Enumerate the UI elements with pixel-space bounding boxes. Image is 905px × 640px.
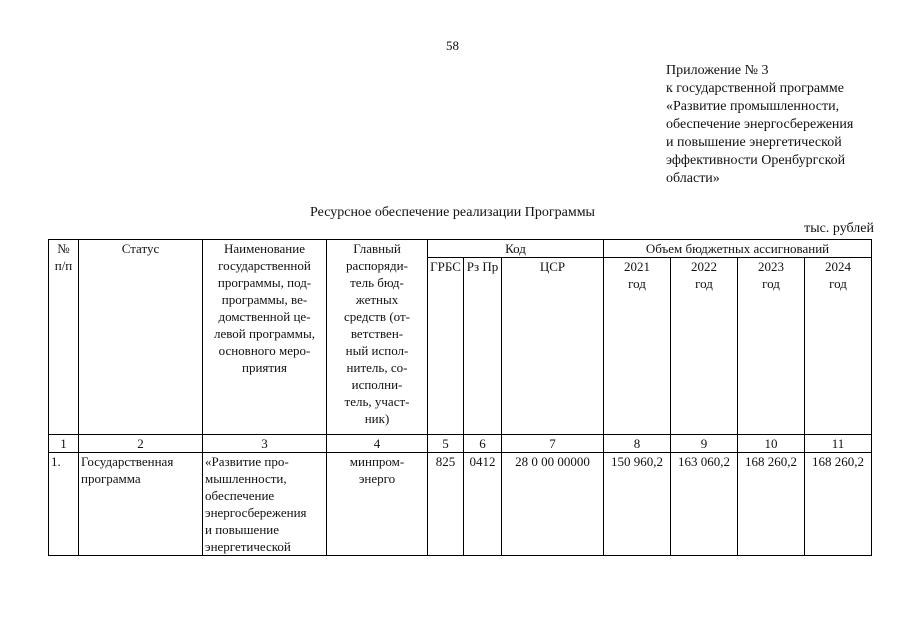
row-csr: 28 0 00 00000	[502, 453, 604, 556]
header-name-line: домственной це-	[218, 309, 311, 324]
header-name	[203, 240, 327, 435]
header-year-unit: год	[695, 276, 713, 291]
column-number: 8	[604, 435, 671, 453]
row-name	[203, 453, 327, 556]
appendix-line: области»	[666, 171, 720, 186]
header-name-line: программы, ве-	[221, 292, 308, 307]
row-grbs: 825	[428, 453, 464, 556]
header-rzpr: Рз Пр	[464, 258, 502, 435]
row-amount-2022: 163 060,2	[671, 453, 738, 556]
header-grbs: ГРБС	[428, 258, 464, 435]
row-admin-line: минпром-	[349, 454, 405, 469]
appendix-caption	[666, 62, 896, 188]
header-name-line: государственной	[218, 258, 311, 273]
header-year-2024	[805, 258, 872, 435]
header-admin	[327, 240, 428, 435]
column-number: 4	[327, 435, 428, 453]
header-name-line: приятия	[241, 360, 287, 375]
row-admin	[327, 453, 428, 556]
column-number: 11	[805, 435, 872, 453]
row-name-line: энергетической	[205, 539, 291, 554]
row-name-line: энергосбережения	[205, 505, 307, 520]
header-admin-line: ветствен-	[350, 326, 404, 341]
column-number: 7	[502, 435, 604, 453]
appendix-line: к государственной программе	[666, 81, 844, 96]
header-status: Статус	[79, 240, 203, 435]
header-admin-line: исполни-	[351, 377, 403, 392]
row-name-line: мышленности,	[205, 471, 287, 486]
header-admin-line: ный испол-	[345, 343, 409, 358]
column-number: 6	[464, 435, 502, 453]
header-year-value: 2023	[758, 259, 784, 274]
header-year-2022	[671, 258, 738, 435]
row-amount-2023: 168 260,2	[738, 453, 805, 556]
header-admin-line: распоряди-	[346, 258, 408, 273]
header-year-unit: год	[762, 276, 780, 291]
header-admin-line: Главный	[353, 241, 401, 256]
row-status-line: программа	[81, 471, 141, 486]
header-admin-line: ник)	[364, 411, 390, 426]
header-admin-line: жетных	[355, 292, 399, 307]
header-name-line: левой программы,	[213, 326, 315, 341]
row-name-line: «Развитие про-	[205, 454, 289, 469]
header-admin-line: тель, участ-	[344, 394, 410, 409]
column-number: 5	[428, 435, 464, 453]
document-title: Ресурсное обеспечение реализации Программы	[310, 205, 595, 220]
header-name-line: основного меро-	[218, 343, 311, 358]
resource-table	[48, 239, 872, 556]
column-number: 2	[79, 435, 203, 453]
header-code-group: Код	[428, 240, 604, 258]
row-amount-2024: 168 260,2	[805, 453, 872, 556]
appendix-line: «Развитие промышленности,	[666, 99, 840, 114]
header-year-value: 2021	[624, 259, 650, 274]
header-year-value: 2024	[825, 259, 851, 274]
row-status	[79, 453, 203, 556]
column-number-row	[49, 435, 872, 453]
appendix-line: эффективности Оренбургской	[666, 153, 846, 168]
row-number: 1.	[49, 453, 79, 556]
header-no	[49, 240, 79, 435]
header-admin-line: нитель, со-	[346, 360, 408, 375]
row-name-line: и повышение	[205, 522, 280, 537]
header-year-2021	[604, 258, 671, 435]
row-amount-2021: 150 960,2	[604, 453, 671, 556]
header-row	[49, 240, 872, 258]
header-year-unit: год	[628, 276, 646, 291]
header-name-line: Наименование	[224, 241, 305, 256]
header-no-line: №	[57, 241, 70, 256]
header-admin-line: средств (от-	[344, 309, 410, 324]
header-year-unit: год	[829, 276, 847, 291]
header-no-line: п/п	[54, 258, 73, 273]
row-name-line: обеспечение	[205, 488, 275, 503]
header-admin-line: тель бюд-	[350, 275, 404, 290]
table-row	[49, 453, 872, 556]
appendix-line: и повышение энергетической	[666, 135, 842, 150]
header-csr: ЦСР	[502, 258, 604, 435]
header-year-2023	[738, 258, 805, 435]
row-status-line: Государственная	[81, 454, 174, 469]
row-rzpr: 0412	[464, 453, 502, 556]
row-admin-line: энерго	[358, 471, 396, 486]
column-number: 9	[671, 435, 738, 453]
appendix-line: обеспечение энергосбережения	[666, 117, 854, 132]
column-number: 1	[49, 435, 79, 453]
column-number: 3	[203, 435, 327, 453]
column-number: 10	[738, 435, 805, 453]
header-name-line: программы, под-	[217, 275, 312, 290]
header-year-value: 2022	[691, 259, 717, 274]
page-number: 58	[446, 38, 459, 53]
appendix-line: Приложение № 3	[666, 63, 769, 78]
header-budget-group: Объем бюджетных ассигнований	[604, 240, 872, 258]
units-label: тыс. рублей	[804, 221, 874, 236]
